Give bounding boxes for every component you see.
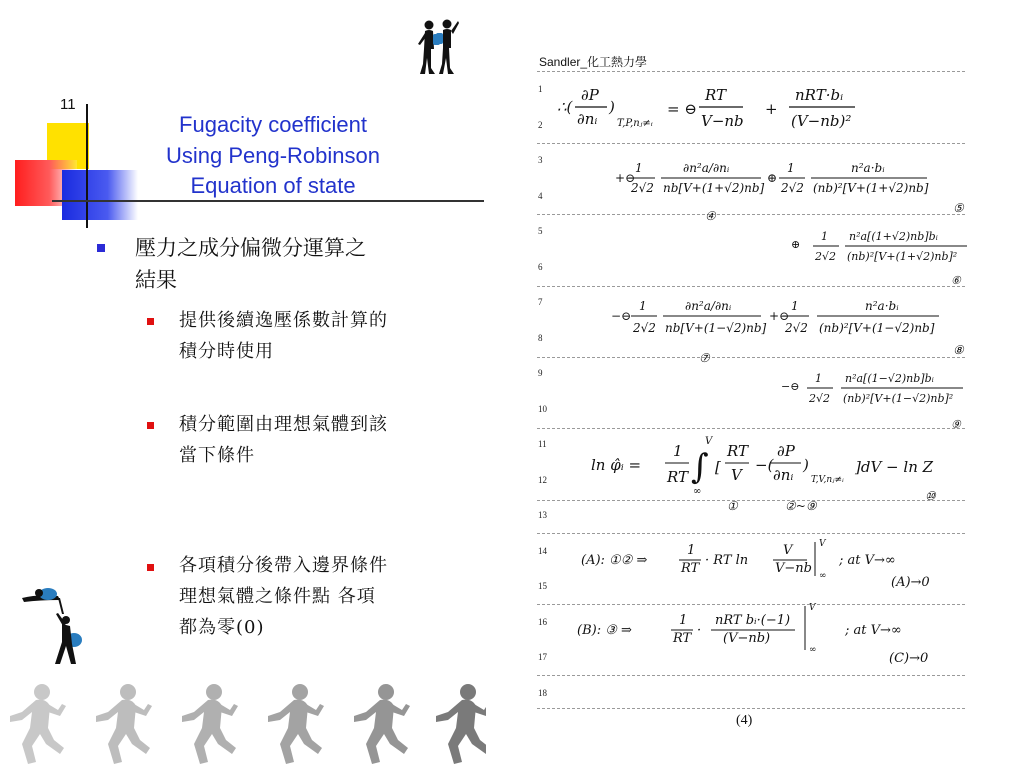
sub-bullet-2-line-1: 積分範圍由理想氣體到該	[179, 414, 388, 435]
page-number: (4)	[736, 713, 753, 728]
svg-text:④: ④	[705, 209, 716, 223]
svg-text:∞: ∞	[693, 486, 702, 497]
line-number: 1	[538, 84, 543, 94]
svg-text:; at V→∞: ; at V→∞	[839, 553, 896, 568]
svg-text:2√2: 2√2	[633, 321, 656, 335]
line-number: 4	[538, 191, 543, 201]
svg-text:1: 1	[821, 230, 828, 243]
slide-number: 11	[60, 96, 76, 113]
bullet-main-line-1: 壓力之成分偏微分運算之	[135, 236, 366, 260]
svg-text:V: V	[731, 466, 742, 484]
sub-bullet-1-line-1: 提供後續逸壓係數計算的	[179, 310, 388, 331]
svg-text:ln φ̂ᵢ =: ln φ̂ᵢ =	[591, 456, 642, 474]
line-number: 17	[538, 652, 547, 662]
svg-text:+⊖: +⊖	[769, 309, 790, 323]
svg-text:V−nb: V−nb	[775, 561, 812, 576]
svg-text:∴(: ∴(	[557, 98, 573, 116]
sub-bullet-3	[179, 550, 388, 643]
svg-text:V: V	[783, 543, 793, 558]
svg-text:1: 1	[679, 613, 688, 628]
svg-text:+⊖: +⊖	[615, 171, 636, 185]
title-line-3: Equation of state	[190, 173, 356, 198]
svg-text:⊕: ⊕	[791, 238, 801, 251]
svg-text:· RT ln: · RT ln	[705, 553, 749, 568]
decor-blue-block	[62, 170, 138, 220]
svg-text:2√2: 2√2	[785, 321, 808, 335]
svg-text:; at V→∞: ; at V→∞	[845, 623, 902, 638]
svg-text:nb[V+(1+√2)nb]: nb[V+(1+√2)nb]	[663, 181, 765, 195]
svg-text:nRT bᵢ·(−1): nRT bᵢ·(−1)	[715, 613, 791, 628]
svg-text:RT: RT	[667, 468, 689, 486]
sub-bullet-3-line-3: 都為零(0)	[179, 617, 265, 638]
svg-text:n²a·bᵢ: n²a·bᵢ	[851, 161, 885, 175]
svg-text:2√2: 2√2	[781, 181, 804, 195]
svg-text:T,V,nⱼ≠ᵢ: T,V,nⱼ≠ᵢ	[811, 475, 844, 485]
sub-bullet-3-line-1: 各項積分後帶入邊界條件	[179, 555, 388, 576]
svg-text:2√2: 2√2	[809, 392, 831, 405]
handwritten-derivation-image	[555, 80, 975, 720]
line-number: 16	[538, 617, 547, 627]
svg-text:T,P,nⱼ≠ᵢ: T,P,nⱼ≠ᵢ	[617, 118, 653, 129]
svg-text:2√2: 2√2	[815, 250, 837, 263]
decor-vertical-line	[86, 104, 88, 228]
svg-text:V: V	[809, 603, 816, 613]
line-number: 15	[538, 581, 547, 591]
svg-text:nb[V+(1−√2)nb]: nb[V+(1−√2)nb]	[665, 321, 767, 335]
svg-text:∂nᵢ: ∂nᵢ	[773, 466, 794, 484]
line-number: 14	[538, 546, 547, 556]
svg-text:∂nᵢ: ∂nᵢ	[577, 110, 598, 128]
svg-text:(C)→0: (C)→0	[889, 651, 929, 666]
svg-text:−(: −(	[755, 456, 774, 474]
svg-text:RT: RT	[727, 442, 749, 460]
svg-text:1: 1	[639, 299, 647, 313]
running-figures-clipart-icon	[0, 680, 486, 768]
climber-clipart-icon	[18, 584, 84, 670]
line-number: 3	[538, 155, 543, 165]
svg-text:1: 1	[635, 161, 643, 175]
svg-text:(A): ①② ⇒: (A): ①② ⇒	[581, 553, 648, 568]
svg-text:(nb)²[V+(1−√2)nb]: (nb)²[V+(1−√2)nb]	[819, 321, 935, 335]
line-number: 18	[538, 688, 547, 698]
svg-text:⑥: ⑥	[951, 274, 961, 287]
svg-text:∂n²a/∂nᵢ: ∂n²a/∂nᵢ	[683, 161, 730, 175]
svg-text:[: [	[715, 458, 721, 476]
svg-text:V: V	[705, 436, 713, 447]
sub-bullet-2-line-2: 當下條件	[179, 445, 255, 466]
sub-bullet-3-line-2: 理想氣體之條件點 各項	[179, 586, 376, 607]
svg-text:(B): ③ ⇒: (B): ③ ⇒	[577, 623, 632, 638]
line-number: 5	[538, 226, 543, 236]
title-line-1: Fugacity coefficient	[179, 112, 367, 137]
svg-text:(V−nb)²: (V−nb)²	[791, 112, 852, 130]
svg-text:RT: RT	[681, 561, 700, 576]
svg-text:⑦: ⑦	[699, 351, 710, 365]
svg-text:): )	[609, 98, 615, 116]
svg-text:−⊖: −⊖	[611, 309, 632, 323]
svg-text:①: ①	[727, 499, 738, 513]
svg-text:−⊖: −⊖	[781, 380, 800, 393]
svg-text:⊕: ⊕	[767, 171, 778, 185]
slide-title	[148, 110, 398, 202]
line-number: 8	[538, 333, 543, 343]
svg-text:+: +	[765, 100, 778, 118]
svg-text:(nb)²[V+(1+√2)nb]²: (nb)²[V+(1+√2)nb]²	[847, 250, 958, 263]
svg-text:⑨: ⑨	[951, 418, 961, 431]
svg-text:1: 1	[673, 442, 683, 460]
title-line-2: Using Peng-Robinson	[165, 142, 381, 168]
line-number: 10	[538, 404, 547, 414]
svg-text:·: ·	[697, 623, 702, 638]
sub-bullet-square	[147, 564, 154, 571]
svg-text:(V−nb): (V−nb)	[723, 631, 771, 646]
svg-text:(nb)²[V+(1+√2)nb]: (nb)²[V+(1+√2)nb]	[813, 181, 929, 195]
svg-text:∂n²a/∂nᵢ: ∂n²a/∂nᵢ	[685, 299, 732, 313]
svg-text:⑧: ⑧	[953, 343, 964, 357]
hikers-clipart-icon	[414, 18, 462, 76]
sub-bullet-square	[147, 318, 154, 325]
sub-bullet-square	[147, 422, 154, 429]
sub-bullet-2	[179, 409, 388, 471]
bullet-main	[135, 232, 366, 296]
svg-text:n²a[(1−√2)nb]bᵢ: n²a[(1−√2)nb]bᵢ	[845, 372, 934, 385]
line-number: 13	[538, 510, 547, 520]
line-number: 7	[538, 297, 543, 307]
svg-text:⑤: ⑤	[953, 201, 964, 215]
svg-text:RT: RT	[705, 86, 727, 104]
svg-text:V: V	[819, 539, 826, 549]
svg-text:②~⑨: ②~⑨	[785, 499, 817, 513]
svg-text:): )	[803, 456, 809, 474]
svg-text:(nb)²[V+(1−√2)nb]²: (nb)²[V+(1−√2)nb]²	[843, 392, 954, 405]
svg-text:n²a·bᵢ: n²a·bᵢ	[865, 299, 899, 313]
bullet-main-line-2: 結果	[135, 268, 177, 292]
svg-text:∞: ∞	[819, 571, 827, 581]
svg-text:]dV − ln Z: ]dV − ln Z	[855, 458, 934, 476]
svg-text:⑩: ⑩	[925, 489, 936, 503]
svg-text:2√2: 2√2	[631, 181, 654, 195]
svg-text:∂P: ∂P	[777, 442, 795, 460]
svg-text:RT: RT	[673, 631, 692, 646]
svg-text:(A)→0: (A)→0	[891, 575, 930, 590]
line-number: 2	[538, 120, 543, 130]
svg-text:∂P: ∂P	[581, 86, 599, 104]
svg-text:= ⊖: = ⊖	[667, 100, 697, 118]
reference-label: Sandler_化工熱力學	[539, 55, 648, 69]
svg-text:V−nb: V−nb	[701, 112, 744, 130]
sub-bullet-1-line-2: 積分時使用	[179, 341, 274, 362]
ruled-line	[537, 71, 965, 72]
svg-text:1: 1	[787, 161, 795, 175]
bullet-square	[97, 244, 105, 252]
svg-text:1: 1	[791, 299, 799, 313]
svg-text:nRT·bᵢ: nRT·bᵢ	[795, 86, 844, 104]
svg-text:∞: ∞	[809, 645, 817, 655]
sub-bullet-1	[179, 305, 388, 367]
svg-text:∫: ∫	[691, 447, 709, 487]
line-number: 9	[538, 368, 543, 378]
svg-text:1: 1	[687, 543, 696, 558]
line-number: 6	[538, 262, 543, 272]
line-number: 12	[538, 475, 547, 485]
svg-text:1: 1	[815, 372, 822, 385]
line-number: 11	[538, 439, 547, 449]
svg-text:n²a[(1+√2)nb]bᵢ: n²a[(1+√2)nb]bᵢ	[849, 230, 938, 243]
